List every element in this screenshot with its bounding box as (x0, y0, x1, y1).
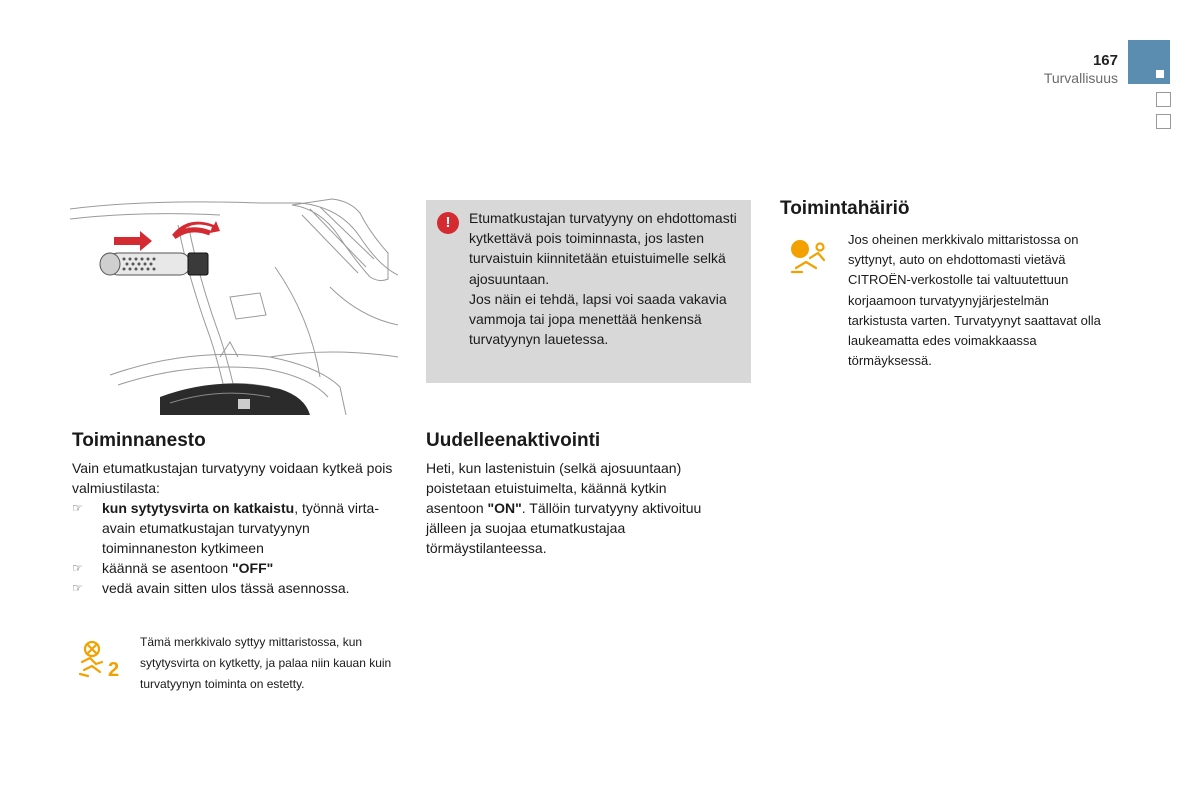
airbag-off-warning-light-icon (78, 640, 124, 680)
deactivation-title: Toiminnanesto (72, 430, 206, 451)
airbag-fault-warning-light-icon (788, 238, 828, 274)
section-tab-3[interactable] (1156, 114, 1171, 129)
warning-text: Etumatkustajan turvatyyny on ehdottomasti kytkettävä pois toiminnasta, jos lasten turvaistuin kiinnitetään etuistuimelle selkä ajosuuntaan. Jos näin ei tehdä, lapsi voi saada vakavia vammoja tai jopa menettää henkensä turvatyynyn lauetessa. (469, 210, 737, 348)
section-tab-2[interactable] (1156, 92, 1171, 107)
reactivation-body (426, 458, 726, 558)
deactivation-step-2 (72, 558, 402, 578)
pointing-hand-icon: ☞ (72, 581, 83, 595)
step-2-text: käännä se asentoon (102, 560, 232, 576)
indicator-number: 2 (108, 659, 120, 680)
section-tab-active[interactable] (1128, 40, 1170, 84)
warning-box (426, 200, 751, 383)
step-1-bold: kun sytytysvirta on katkaistu (102, 500, 295, 516)
indicator-note: Tämä merkkivalo syttyy mittaristossa, kun sytytysvirta on kytketty, ja palaa niin kauan kuin turvatyynyn toiminta on estetty. (140, 635, 392, 691)
deactivation-step-3 (72, 578, 402, 598)
pointing-hand-icon: ☞ (72, 501, 83, 515)
reactivation-text-before: Heti, kun lastenistuin (selkä ajosuuntaan) poistetaan etuistuimelta, käännä kytkin asentoon (426, 460, 682, 516)
page-number: 167 (1092, 52, 1118, 69)
section-name: Turvallisuus (1043, 70, 1118, 86)
deactivation-body (72, 458, 402, 598)
exclamation-warning-icon: ! (437, 212, 459, 234)
step-3-text: vedä avain sitten ulos tässä asennossa. (102, 580, 350, 596)
step-2-bold: "OFF" (232, 560, 274, 576)
airbag-switch-illustration (70, 197, 398, 415)
tab-marker (1156, 70, 1164, 78)
deactivation-step-1 (72, 498, 402, 558)
step-1-text: , työnnä virta-avain etumatkustajan turvatyynyn toiminnaneston kytkimeen (102, 500, 380, 556)
pointing-hand-icon: ☞ (72, 561, 83, 575)
deactivation-intro: Vain etumatkustajan turvatyyny voidaan kytkeä pois valmiustilasta: (72, 460, 393, 496)
malfunction-text: Jos oheinen merkkivalo mittaristossa on syttynyt, auto on ehdottomasti vietävä CITROËN-verkostolle tai valtuutettuun korjaamoon turvatyynyjärjestelmän tarkistusta varten. Turvatyynyt saattavat olla laukeamatta edes voimakkaassa törmäyksessä. (848, 232, 1101, 369)
reactivation-on-label: "ON" (487, 500, 522, 516)
malfunction-title: Toimintahäiriö (780, 198, 910, 219)
reactivation-text-after: . Tällöin turvatyyny aktivoituu jälleen ja suojaa etumatkustajaa törmäystilanteessa. (426, 500, 702, 556)
reactivation-title: Uudelleenaktivointi (426, 430, 601, 451)
